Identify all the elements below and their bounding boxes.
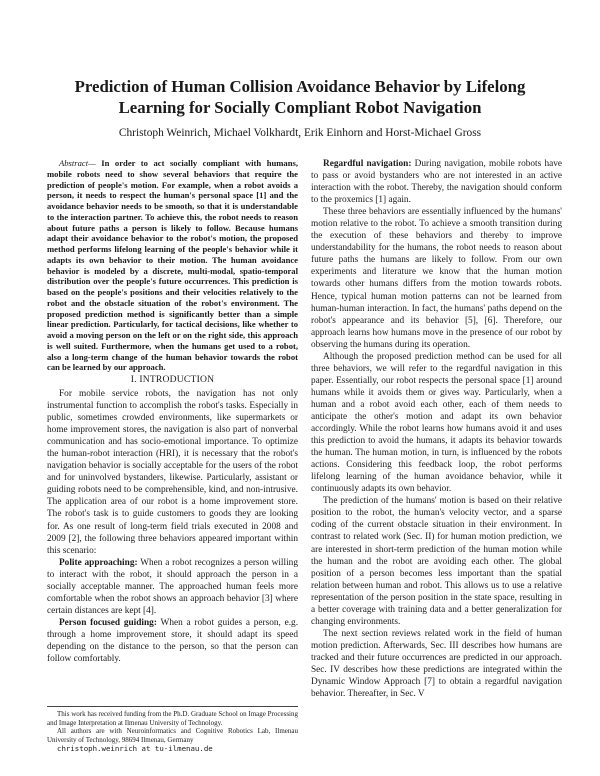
paper-title xyxy=(40,76,560,118)
footnote-email: christoph.weinrich at tu-ilmenau.de xyxy=(57,744,213,754)
paragraph-text: During navigation, mobile robots have to pass or avoid bystanders who are not interested in an active interaction with the robot. Thereby, the navigation should conform to the proxemics [1] again. xyxy=(311,159,562,206)
abstract-label: Abstract xyxy=(59,158,89,168)
paragraph-lead: Person focused guiding: xyxy=(59,617,157,628)
intro-paragraph-polite-approaching xyxy=(47,557,298,617)
intro-paragraph-person-focused-guiding xyxy=(47,617,298,665)
author-list: Christoph Weinrich, Michael Volkhardt, Erik Einhorn and Horst-Michael Gross xyxy=(118,127,482,139)
intro-paragraph-7: The prediction of the humans' motion is based on their relative position to the robot, the human's velocity vector, and a sparse coding of the current obstacle situation in their environment. In contrast to related work (Sec. II) for human motion prediction, we are interested in short-term prediction of the human motion while the human and the robot are avoiding each other. The global position of a person becomes less important than the spatial relation between human and robot. This allows us to use a relative representation of the person position in the state space, resulting in a better coverage with training data and a better generalization for changing environments. xyxy=(311,496,562,627)
footnote xyxy=(47,706,298,753)
title-line-2: Learning for Socially Compliant Robot Navigation xyxy=(118,98,482,117)
footnote-funding: This work has received funding from the Ph.D. Graduate School on Image Processing and Image Interpretation at Ilmenau University of Technology. xyxy=(47,710,298,727)
intro-paragraph-1: For mobile service robots, the navigation has not only instrumental function to accomplish the robot's tasks. Especially in public, sometimes crowded environments, like supermarkets or home improvement stores, the navigation is also part of nonverbal communication and has socio-emotional importance. To optimize the human-robot interaction (HRI), it is necessary that the robot's navigation behavior is socially acceptable for the users of the robot and for uninvolved bystanders, likewise. Particularly, assistant or guiding robots need to be comprehensible, kind, and non-intrusive. The application area of our robot is a home improvement store. The robot's task is to guide customers to goods they are looking for. As one result of long-term field trials executed in 2008 and 2009 [2], the following three behaviors appeared important within this scenario: xyxy=(47,389,298,556)
intro-paragraph-5: These three behaviors are essentially influenced by the humans' motion relative to the robot. To achieve a smooth transition during the execution of these behaviors and thereby to improve understandability for the humans, the robot needs to reason about future paths the humans are likely to follow. From our own experiments and literature we know that the human motion towards other humans differs from the motion towards robots. Hence, typical human motion patterns can not be learned from human-human interaction. In fact, the humans' paths depend on the robot's appearance and its behavior [5], [6]. Therefore, our approach learns how humans move in the presence of our robot by observing the humans during its operation. xyxy=(311,207,562,350)
intro-paragraph-8: The next section reviews related work in the field of human motion prediction. Afterwards, Sec. III describes how humans are tracked and their future occurrences are predicted in our approach. Sec. IV describes how these predictions are integrated within the Dynamic Window Approach [7] to obtain a regardful navigation behavior. Thereafter, in Sec. V xyxy=(311,628,562,700)
abstract: Abstract— In order to act socially compliant with humans, mobile robots need to show several behaviors that require the prediction of people's motion. For example, when a robot avoids a person, it needs to respect the human's personal space [1] and the avoidance behavior needs to be smooth, so that it is understandable to the interaction partner. To achieve this, the robot needs to reason about future paths a person is likely to follow. Because humans adapt their avoidance behavior to the robot's motion, the proposed method performs lifelong learning of the people's behavior while it adapts its own behavior to their motion. The human avoidance behavior is modeled by a discrete, multi-modal, spatio-temporal distribution over the people's future occurrences. This prediction is based on the people's positions and their velocities relatively to the robot and the obstacle situation of the robot's environment. The proposed prediction method is significantly better than a simple linear prediction. Particularly, for tactical decisions, like whether to avoid a moving person on the left or on the right side, this approach is well suited. Furthermore, when the humans get used to a robot, also a long-term change of the human behavior towards the robot can be learned by our approach. xyxy=(47,158,298,373)
abstract-text: In order to act socially compliant with humans, mobile robots need to show several behaviors that require the prediction of people's motion. For example, when a robot avoids a person, it needs to respect the human's personal space [1] and the avoidance behavior needs to be smooth, so that it is understandable to the interaction partner. To achieve this, the robot needs to reason about future paths a person is likely to follow. Because humans adapt their avoidance behavior to the robot's motion, the proposed method performs lifelong learning of the people's behavior while it adapts its own behavior to their motion. The human avoidance behavior is modeled by a discrete, multi-modal, spatio-temporal distribution over the people's future occurrences. This prediction is based on the people's positions and their velocities relatively to the robot and the obstacle situation of the robot's environment. The proposed prediction method is significantly better than a simple linear prediction. Particularly, for tactical decisions, like whether to avoid a moving person on the left or on the right side, this approach is well suited. Furthermore, when the humans get used to a robot, also a long-term change of the human behavior towards the robot can be learned by our approach. xyxy=(47,158,298,373)
left-column xyxy=(47,158,298,665)
paragraph-text: When a robot guides a person, e.g. through a home improvement store, it should adapt its speed depending on the distance to the person, so that the person can follow comfortably. xyxy=(47,617,299,665)
intro-paragraph-regardful-navigation xyxy=(311,158,562,206)
paragraph-lead: Regardful navigation: xyxy=(323,159,412,169)
title-line-1: Prediction of Human Collision Avoidance Behavior by Lifelong xyxy=(74,77,526,96)
paragraph-text: When a robot recognizes a person willing to interact with the robot, it should approach the person in a socially acceptable manner. The approached human feels more comfortable when the robot shows an approach behavior [3] where certain distances are kept [4]. xyxy=(47,557,298,616)
paragraph-lead: Polite approaching: xyxy=(59,557,138,568)
footnote-affiliation: All authors are with Neuroinformatics and Cognitive Robotics Lab, Ilmenau University of Technology, 98694 Ilmenau, Germany xyxy=(47,727,298,744)
right-column xyxy=(311,158,562,700)
section-heading-introduction: I. INTRODUCTION xyxy=(130,374,215,385)
intro-paragraph-6: Although the proposed prediction method can be used for all three behaviors, we will refer to the regardful navigation in this paper. Essentially, our robot respects the personal space [1] around humans while it avoids them or gives way. Particularly, when a human and a robot avoid each other, each of them needs to anticipate the other's motion and adapt its own behavior accordingly. While the robot learns how humans avoid it and uses this prediction to avoid the humans, it adapts its behavior towards the human. The human motion, in turn, is influenced by the robots actions. Considering this feedback loop, the robot performs lifelong learning of the human avoidance behavior, while it continuously adapts its own behavior. xyxy=(311,351,562,495)
